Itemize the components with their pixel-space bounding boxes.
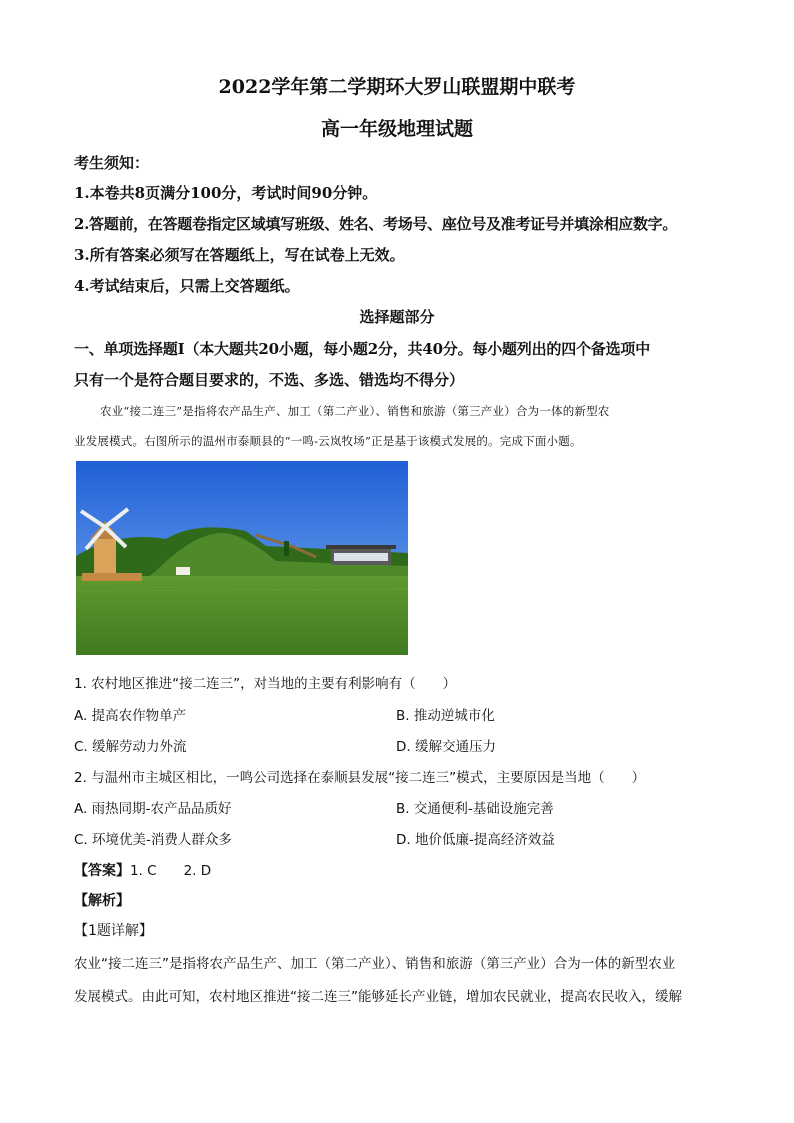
detail-text: 农业“接二连三”是指将农产品生产、加工（第二产业）、销售和旅游（第三产业）合为一体的新型农业 — [74, 956, 676, 972]
answer-label: 【答案】 — [74, 863, 130, 879]
notice-heading: 考生须知： — [74, 154, 150, 172]
option-a: A. 提高农作物单产 — [74, 708, 187, 724]
notice-item: 2.答题前，在答题卷指定区域填写班级、姓名、考场号、座位号及准考证号并填涂相应数字。 — [74, 215, 678, 233]
notice-item: 4.考试结束后，只需上交答题纸。 — [74, 277, 300, 295]
section-title: 选择题部分 — [359, 308, 435, 326]
option-a: A. 雨热同期-农产品品质好 — [74, 801, 232, 817]
notice-item: 3.所有答案必须写在答题纸上，写在试卷上无效。 — [74, 246, 405, 264]
answer-text: 1. C 2. D — [130, 863, 212, 879]
detail-label: 【1题详解】 — [74, 923, 153, 939]
intro-text: 农业“接二连三”是指将农产品生产、加工（第二产业）、销售和旅游（第三产业）合为一体的新型农 — [100, 404, 610, 418]
intro-text: 业发展模式。右图所示的温州市泰顺县的“一鸣-云岚牧场”正是基于该模式发展的。完成下面小题。 — [74, 434, 582, 448]
windmill-photo — [76, 461, 408, 655]
part-heading-line1: 一、单项选择题Ⅰ（本大题共20小题，每小题2分，共40分。每小题列出的四个备选项中 — [74, 340, 651, 358]
option-b: B. 交通便利-基础设施完善 — [396, 801, 554, 817]
analysis-label: 【解析】 — [74, 893, 130, 909]
landscape-image — [76, 461, 408, 655]
notice-item: 1.本卷共8页满分100分，考试时间90分钟。 — [74, 184, 378, 202]
question-stem: 2. 与温州市主城区相比，一鸣公司选择在泰顺县发展“接二连三”模式，主要原因是当地（ ） — [74, 770, 646, 786]
part-heading-line2: 只有一个是符合题目要求的，不选、多选、错选均不得分） — [74, 371, 465, 389]
option-c: C. 缓解劳动力外流 — [74, 739, 187, 755]
question-stem: 1. 农村地区推进“接二连三”，对当地的主要有利影响有（ ） — [74, 676, 457, 692]
exam-title: 2022学年第二学期环大罗山联盟期中联考 — [218, 76, 576, 98]
exam-subtitle: 高一年级地理试题 — [320, 118, 473, 140]
answer-line — [74, 859, 211, 880]
option-d: D. 缓解交通压力 — [396, 739, 496, 755]
option-d: D. 地价低廉-提高经济效益 — [396, 832, 555, 848]
detail-text: 发展模式。由此可知，农村地区推进“接二连三”能够延长产业链，增加农民就业，提高农民收入，缓解 — [74, 989, 682, 1005]
option-c: C. 环境优美-消费人群众多 — [74, 832, 232, 848]
option-b: B. 推动逆城市化 — [396, 708, 495, 724]
